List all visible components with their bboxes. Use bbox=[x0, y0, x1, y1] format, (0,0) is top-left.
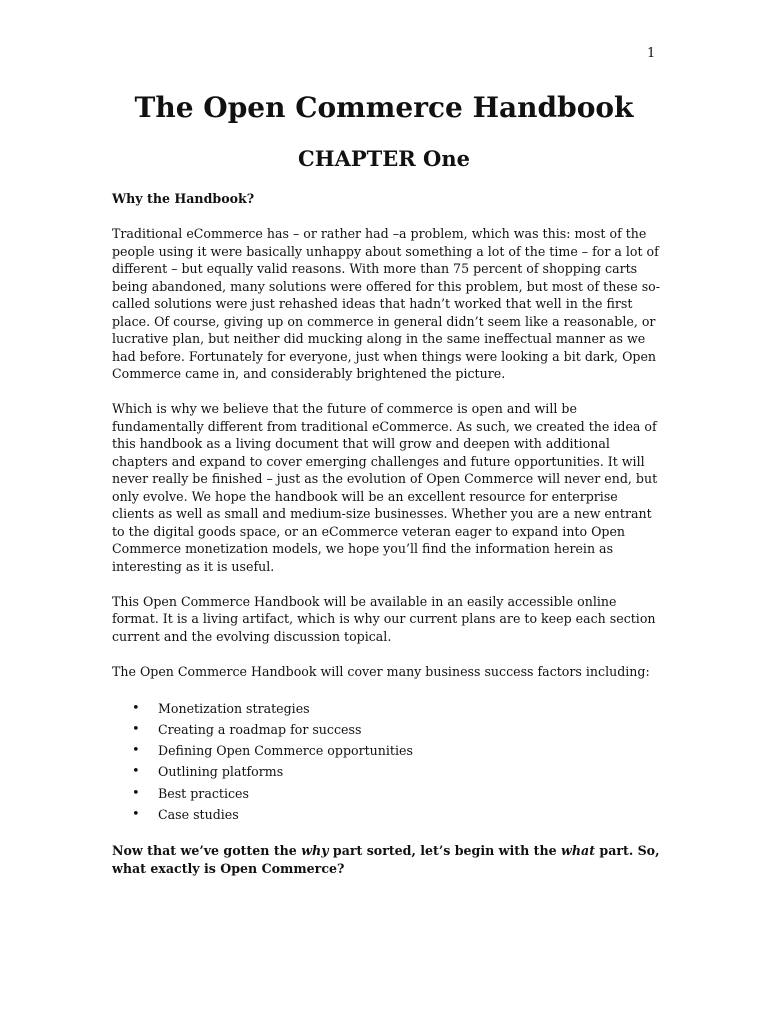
bullet-icon: • bbox=[132, 721, 140, 737]
list-item bbox=[112, 698, 660, 719]
list-item bbox=[112, 719, 660, 740]
paragraph-availability: This Open Commerce Handbook will be available in an easily accessible online format. It is a living artifact, which is why our current plans are to keep each section current and the evolving discussion topical. bbox=[112, 593, 656, 644]
document-title: The Open Commerce Handbook bbox=[134, 91, 634, 124]
section-heading: Why the Handbook? bbox=[112, 191, 255, 206]
document-body bbox=[112, 190, 660, 877]
list-item bbox=[112, 740, 660, 761]
list-item bbox=[112, 761, 660, 782]
closing-text-1: Now that we’ve gotten the bbox=[112, 843, 302, 859]
bullet-icon: • bbox=[132, 764, 140, 780]
list-item-label: Monetization strategies bbox=[158, 700, 310, 716]
list-item-label: Best practices bbox=[158, 785, 249, 801]
list-item-label: Defining Open Commerce opportunities bbox=[158, 743, 413, 759]
list-item-label: Creating a roadmap for success bbox=[158, 721, 362, 737]
paragraph-intro: Traditional eCommerce has – or rather had –a problem, which was this: most of the people using it were basically unhappy about something a lot of the time – for a lot of different – but equally valid reasons. With more than 75 percent of shopping carts being abandoned, many solutions were offered for this problem, but most of these so-called solutions were just rehashed ideas that hadn’t worked that well in the first place. Of course, giving up on commerce in general didn’t seem like a reasonable, or lucrative plan, but neither did mucking along in the same ineffectual manner as we had before. Fortunately for everyone, just when things were looking a bit dark, Open Commerce came in, and considerably brightened the picture. bbox=[112, 226, 660, 381]
bullet-icon: • bbox=[132, 806, 140, 822]
closing-emphasis-what: what bbox=[561, 843, 596, 859]
list-item-label: Outlining platforms bbox=[158, 764, 284, 780]
bullet-icon: • bbox=[132, 785, 140, 801]
page-number: 1 bbox=[647, 46, 656, 61]
list-item bbox=[112, 804, 660, 825]
closing-statement bbox=[112, 842, 660, 877]
list-item-label: Case studies bbox=[158, 806, 239, 822]
chapter-title: CHAPTER One bbox=[298, 146, 470, 171]
closing-emphasis-why: why bbox=[301, 843, 329, 859]
paragraph-coverage: The Open Commerce Handbook will cover many business success factors including: bbox=[112, 663, 650, 679]
closing-text-3: part. So, what exactly is Open Commerce? bbox=[112, 843, 660, 876]
closing-text-2: part sorted, let’s begin with the bbox=[328, 843, 562, 859]
list-item bbox=[112, 783, 660, 804]
paragraph-future: Which is why we believe that the future of commerce is open and will be fundamentally different from traditional eCommerce. As such, we created the idea of this handbook as a living document that will grow and deepen with additional chapters and expand to cover emerging challenges and future opportunities. It will never really be finished – just as the evolution of Open Commerce will never end, but only evolve. We hope the handbook will be an excellent resource for enterprise clients as well as small and medium-size businesses. Whether you are a new entrant to the digital goods space, or an eCommerce veteran eager to expand into Open Commerce monetization models, we hope you’ll find the information herein as interesting as it is useful. bbox=[112, 401, 658, 574]
success-factors-list bbox=[112, 698, 660, 826]
bullet-icon: • bbox=[132, 743, 140, 759]
bullet-icon: • bbox=[132, 700, 140, 716]
